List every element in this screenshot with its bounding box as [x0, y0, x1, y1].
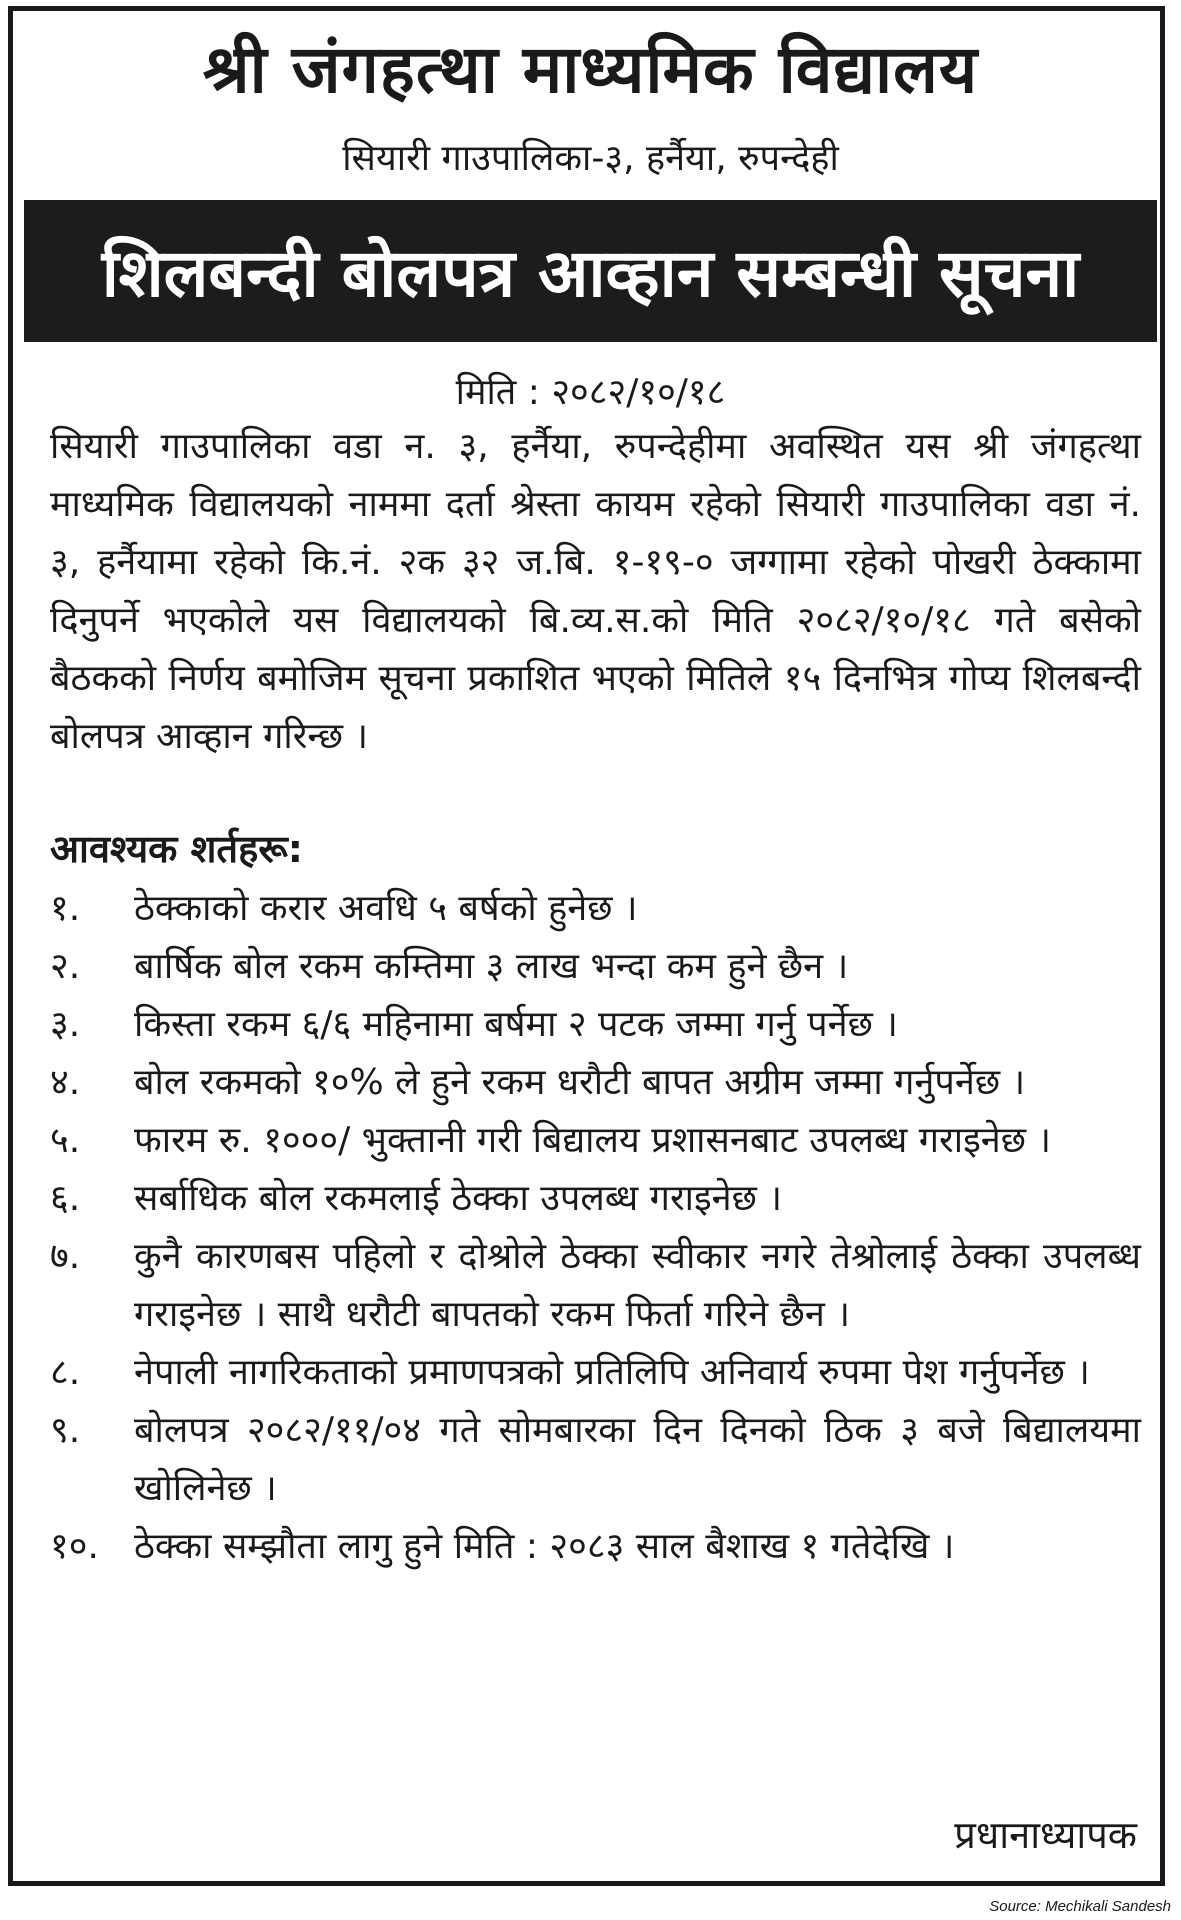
condition-number: २. [50, 946, 81, 987]
school-name: श्री जंगहत्था माध्यमिक विद्यालय [202, 31, 979, 108]
condition-text: ठेक्काको करार अवधि ५ बर्षको हुनेछ । [134, 888, 638, 929]
condition-text: कुनै कारणबस पहिलो र दोश्रोले ठेक्का स्वीकार नगरे तेश्रोलाई ठेक्का उपलब्ध गराइनेछ । साथै धरौटी बापतको रकम फिर्ता गरिने छैन । [134, 1236, 1141, 1335]
condition-text: बार्षिक बोल रकम कम्तिमा ३ लाख भन्दा कम हुने छैन । [134, 946, 849, 987]
condition-item [50, 1228, 1141, 1344]
condition-number: ६. [50, 1178, 81, 1219]
notice-title-banner [24, 200, 1157, 342]
notice-date: मिति : २०८२/१०/१८ [455, 372, 726, 413]
school-address: सियारी गाउपालिका-३, हर्नैया, रुपन्देही [342, 138, 839, 179]
condition-item [50, 938, 1141, 996]
condition-number: ८. [50, 1352, 81, 1393]
condition-item [50, 880, 1141, 938]
conditions-heading: आवश्यक शर्तहरू: [50, 827, 303, 871]
condition-number: ३. [50, 1004, 81, 1045]
condition-number: ९. [50, 1410, 81, 1451]
condition-text: नेपाली नागरिकताको प्रमाणपत्रको प्रतिलिपि अनिवार्य रुपमा पेश गर्नुपर्नेछ । [134, 1352, 1090, 1393]
condition-number: १. [50, 888, 81, 929]
condition-text: बोलपत्र २०८२/११/०४ गते सोमबारका दिन दिनको ठिक ३ बजे बिद्यालयमा खोलिनेछ । [134, 1410, 1141, 1509]
condition-text: सर्बाधिक बोल रकमलाई ठेक्का उपलब्ध गराइनेछ । [134, 1178, 782, 1219]
condition-number: ४. [50, 1062, 81, 1103]
condition-item [50, 1112, 1141, 1170]
conditions-list [50, 880, 1141, 1576]
notice-body: सियारी गाउपालिका वडा न. ३, हर्नैया, रुपन्देहीमा अवस्थित यस श्री जंगहत्था माध्यमिक विद्यालयको नाममा दर्ता श्रेस्ता कायम रहेको सियारी गाउपालिका वडा नं. ३, हर्नैयामा रहेको कि.नं. २क ३२ ज.बि. १-१९-० जग्गामा रहेको पोखरी ठेक्कामा दिनुपर्ने भएकोले यस विद्यालयको बि.व्य.स.को मिति २०८२/१०/१८ गते बसेको बैठकको निर्णय बमोजिम सूचना प्रकाशित भएको मितिले १५ दिनभित्र गोप्य शिलबन्दी बोलपत्र आव्हान गरिन्छ । [50, 426, 1141, 757]
condition-text: किस्ता रकम ६/६ महिनामा बर्षमा २ पटक जम्मा गर्नु पर्नेछ । [134, 1004, 898, 1045]
condition-item [50, 996, 1141, 1054]
condition-item [50, 1344, 1141, 1402]
condition-item [50, 1054, 1141, 1112]
condition-text: बोल रकमको १०% ले हुने रकम धरौटी बापत अग्रीम जम्मा गर्नुपर्नेछ । [134, 1062, 1026, 1103]
condition-item [50, 1402, 1141, 1518]
condition-number: ५. [50, 1120, 81, 1161]
condition-item [50, 1518, 1141, 1576]
source-credit: Source: Mechikali Sandesh [989, 1898, 1171, 1915]
condition-number: १०. [50, 1526, 99, 1567]
signature-principal: प्रधानाध्यापक [954, 1813, 1137, 1857]
condition-item [50, 1170, 1141, 1228]
condition-text: फारम रु. १०००/ भुक्तानी गरी बिद्यालय प्रशासनबाट उपलब्ध गराइनेछ । [134, 1120, 1052, 1161]
notice-title: शिलबन्दी बोलपत्र आव्हान सम्बन्धी सूचना [101, 235, 1080, 312]
condition-number: ७. [50, 1236, 81, 1277]
condition-text: ठेक्का सम्झौता लागु हुने मिति : २०८३ साल बैशाख १ गतेदेखि । [134, 1526, 955, 1567]
